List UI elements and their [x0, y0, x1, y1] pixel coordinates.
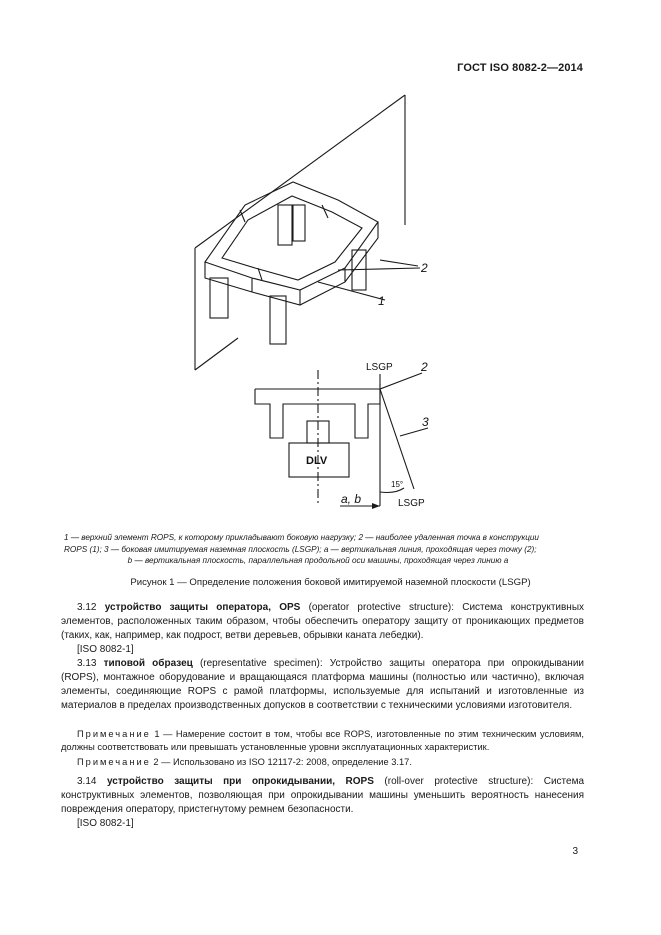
- figure-caption: Рисунок 1 — Определение положения боковой имитируемой наземной плоскости (LSGP): [130, 577, 531, 588]
- note-text: 2 — Использовано из ISO 12117-2: 2008, определение 3.17.: [153, 757, 412, 767]
- document-header: ГОСТ ISO 8082-2—2014: [457, 62, 583, 74]
- section-number: 3.13: [77, 658, 97, 669]
- section-body: (roll-over protective structure): Система конструктивных элементов, позволяющая при опрокидывании машины уменьшить вероятность нанесения повреждения оператору, пристегнутому ремнем безопасности.: [61, 776, 585, 815]
- note-1: [61, 728, 584, 754]
- section-number: 3.14: [77, 776, 97, 787]
- legend-line-3: b — вертикальная плоскость, параллельная продольной оси машины, проходящая через линию a: [127, 556, 509, 566]
- section-term: устройство защиты при опрокидывании, ROPS: [106, 776, 374, 787]
- section-3-12: [61, 601, 584, 657]
- label-lsgp-top: LSGP: [366, 362, 393, 373]
- section-term: типовой образец: [103, 658, 193, 669]
- section-3-14: [61, 775, 584, 831]
- note-prefix: Примечание: [77, 757, 151, 767]
- rops-frame-3d: [205, 182, 378, 344]
- label-dlv: DLV: [306, 455, 328, 467]
- figure-legend: [64, 532, 572, 567]
- label-lsgp-bottom: LSGP: [398, 498, 425, 509]
- note-2: [61, 756, 584, 769]
- section-term: устройство защиты оператора, OPS: [104, 602, 301, 613]
- note-text: 1 — Намерение состоит в том, чтобы все ROPS, изготовленные по этим техническим условиям, должны соответствовать или превышать установленные уровни эксплуатационных характеристик.: [61, 729, 584, 752]
- legend-line-2: ROPS (1); 3 — боковая имитируемая наземная плоскость (LSGP); a — вертикальная линия, проходящая через точку (2);: [64, 544, 537, 554]
- label-ab: a, b: [341, 492, 362, 506]
- label-top-2: 2: [421, 261, 428, 275]
- label-side-3: 3: [422, 415, 429, 429]
- section-3-13: [61, 657, 584, 713]
- legend-line-1: 1 — верхний элемент ROPS, к которому прикладывают боковую нагрузку; 2 — наиболее удаленная точка в конструкции: [64, 533, 539, 542]
- section-ref: [ISO 8082-1]: [77, 818, 134, 829]
- page-number: 3: [572, 846, 578, 857]
- note-prefix: Примечание: [77, 729, 151, 739]
- section-body: (representative specimen): Устройство защиты оператора при опрокидывании (ROPS), монтажное оборудование и вращающаяся платформа машины (полностью или частично), включая элементы, соединяющие ROPS с рамой платформы, используемые для испытаний и изготовленные из материалов в пределах производственных допусков в соответствии с техническими условиями изготовителя.: [61, 658, 585, 711]
- label-angle: 15°: [391, 480, 404, 489]
- section-ref: [ISO 8082-1]: [77, 644, 134, 655]
- vertical-plane: [195, 95, 405, 370]
- section-body: (operator protective structure): Система конструктивных элементов, расположенных таким образом, чтобы обеспечить оператору защиту от проникающих предметов (таких, как, например, как подрост, ветви деревьев, обрывки каната лебедки).: [61, 602, 585, 641]
- label-top-1: 1: [378, 294, 385, 308]
- label-side-2: 2: [421, 360, 428, 374]
- section-number: 3.12: [77, 602, 97, 613]
